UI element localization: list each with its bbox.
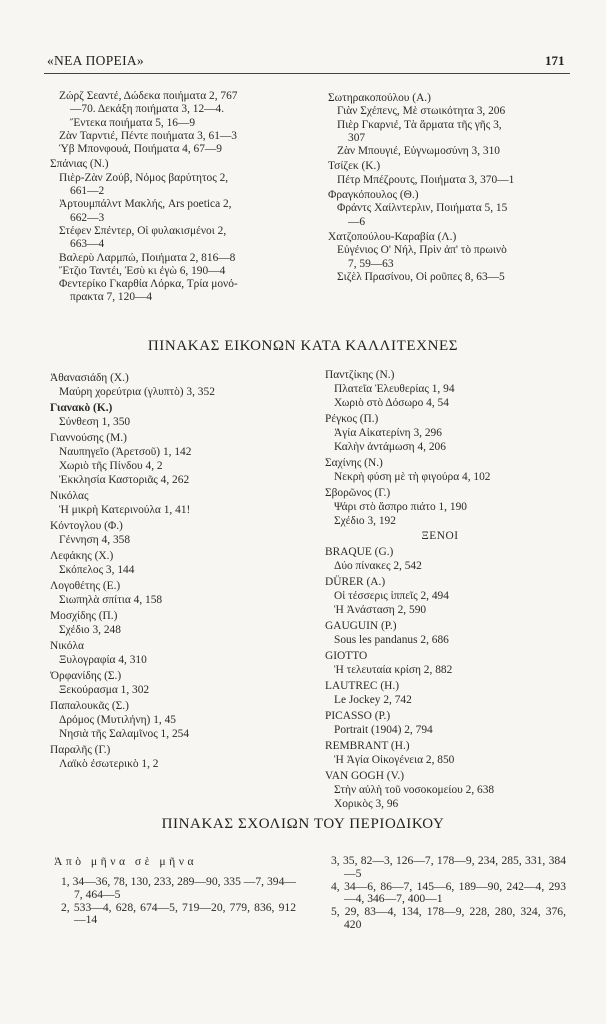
index-entry: Ναυπηγεῖο (Ἀρετσοῦ) 1, 142 — [59, 446, 192, 458]
notes-right-column — [322, 855, 566, 932]
index-entry: Νησιὰ τῆς Σαλαμῖνος 1, 254 — [59, 728, 190, 740]
index-entry: Στέφεν Σπέντερ, Οἱ φυλακισμένοι 2, — [59, 224, 227, 237]
index-heading: Λογοθέτης (Ε.) — [50, 580, 121, 592]
index-continuation-line: Ἔντεκα ποιήματα 5, 16—9 — [70, 116, 196, 129]
index-heading: Νικόλας — [50, 490, 89, 502]
top-right-column — [328, 90, 514, 284]
notes-entry: 1, 34—36, 78, 130, 233, 289—90, 335 —7, 394—7, 464—5 — [61, 875, 296, 901]
index-entry: Ψάρι στὸ ἄσπρο πιάτο 1, 190 — [334, 501, 467, 513]
index-continuation-line: 663—4 — [70, 238, 105, 251]
index-entry: Ἔτζιο Ταντέι, Ἐσὺ κι ἐγὼ 6, 190—4 — [59, 264, 226, 277]
notes-left-column — [52, 855, 296, 927]
index-entry: Le Jockey 2, 742 — [334, 694, 412, 706]
index-entry: Πέτρ Μπέζρουτς, Ποιήματα 3, 370—1 — [337, 173, 515, 186]
index-entry: Ξυλογραφία 4, 310 — [59, 654, 147, 666]
index-entry: Ζὰν Μπουγιέ, Εὐγνωμοσύνη 3, 310 — [337, 145, 501, 158]
index-entry: Σκόπελος 3, 144 — [59, 564, 135, 576]
index-continuation-line: 662—3 — [70, 211, 105, 224]
index-entry: Καλὴν ἀντάμωση 4, 206 — [334, 441, 446, 453]
index-continuation-line: —6 — [348, 215, 366, 228]
index-heading: Λεφάκης (Χ.) — [50, 550, 114, 562]
index-entry: Νεκρὴ φύση μὲ τὴ φιγούρα 4, 102 — [334, 471, 491, 483]
artists-right-column — [325, 366, 555, 811]
index-entry: Χορικὸς 3, 96 — [334, 798, 399, 810]
index-entry: Sous les pandanus 2, 686 — [334, 634, 449, 646]
index-subsection-label: ΞΕΝΟΙ — [421, 530, 459, 542]
index-heading: Ἀθανασιάδη (Χ.) — [50, 372, 129, 384]
notes-entry: 5, 29, 83—4, 134, 178—9, 228, 280, 324, 376, 420 — [331, 905, 566, 931]
index-entry: Σχέδιο 3, 248 — [59, 624, 121, 636]
index-entry: Μαύρη χορεύτρια (γλυπτὸ) 3, 352 — [59, 386, 215, 398]
index-entry: Σχέδιο 3, 192 — [334, 515, 396, 527]
index-heading: Ρέγκος (Π.) — [325, 413, 379, 425]
index-continuation-line: 7, 59—63 — [348, 257, 394, 270]
index-continuation-line: 307 — [348, 131, 366, 144]
index-heading: REMBRANT (H.) — [325, 740, 410, 752]
page-number: 171 — [545, 53, 565, 68]
index-entry: Οἱ τέσσερις ἱππεῖς 2, 494 — [334, 590, 449, 602]
index-heading: GIOTTO — [325, 650, 368, 662]
header-rule — [44, 73, 570, 74]
index-entry: Γέννηση 4, 358 — [59, 534, 131, 546]
index-entry: Σιζὲλ Πρασίνου, Οἱ ροῦπες 8, 63—5 — [337, 270, 505, 283]
index-heading: Σαχίνης (Ν.) — [325, 457, 383, 469]
index-entry: Βαλερὺ Λαρμπώ, Ποιήματα 2, 816—8 — [59, 251, 236, 264]
section-title-notes: ΠΙΝΑΚΑΣ ΣΧΟΛΙΩΝ ΤΟΥ ΠΕΡΙΟΔΙΚΟΥ — [161, 816, 445, 832]
index-heading: Μοσχίδης (Π.) — [50, 610, 118, 622]
running-head: «ΝΕΑ ΠΟΡΕΙΑ» — [47, 53, 144, 68]
index-heading: DÜRER (A.) — [325, 576, 386, 588]
artists-left-column — [50, 369, 215, 771]
index-entry: Φράντς Χαίλντερλιν, Ποιήματα 5, 15 — [337, 202, 508, 215]
index-heading: Σωτηρακοπούλου (Α.) — [328, 92, 431, 104]
index-entry: Ἡ Ἀνάσταση 2, 590 — [334, 604, 427, 616]
index-heading: Γιανακὸ (Κ.) — [50, 402, 113, 414]
index-entry: Εὐγένιος Ο' Νήλ, Πρὶν ἀπ' τὸ πρωινὸ — [337, 244, 507, 257]
index-entry: Δύο πίνακες 2, 542 — [334, 560, 422, 572]
index-entry: Σύνθεση 1, 350 — [59, 416, 131, 428]
index-heading: Νικόλα — [50, 640, 84, 652]
index-entry: Ἡ μικρὴ Κατερινούλα 1, 41! — [59, 504, 191, 516]
index-heading: BRAQUE (G.) — [325, 546, 394, 558]
index-entry: Portrait (1904) 2, 794 — [334, 724, 433, 736]
index-entry: Ἀρτουμπάλντ Μακλής, Ars poetica 2, — [59, 198, 232, 211]
index-entry: Ζώρζ Σεαντέ, Δώδεκα ποιήματα 2, 767 — [59, 90, 238, 102]
index-continuation-line: πρακτα 7, 120—4 — [70, 291, 153, 304]
notes-entry: 2, 533—4, 628, 674—5, 719—20, 779, 836, 912—14 — [61, 900, 296, 927]
index-heading: LAUTREC (H.) — [325, 680, 400, 692]
notes-entry: 4, 34—6, 86—7, 145—6, 189—90, 242—4, 293—4, 346—7, 400—1 — [331, 879, 566, 906]
index-heading: Παραλῆς (Γ.) — [50, 744, 111, 756]
index-entry: Χωριὸ στὸ Δόσωρο 4, 54 — [334, 397, 449, 409]
notes-subheading: Ἀπὸ μῆνα σὲ μῆνα — [54, 855, 198, 868]
index-entry: Ἡ τελευταία κρίση 2, 882 — [334, 664, 453, 676]
index-continuation-line: —70. Δεκάξη ποιήματα 3, 12—4. — [70, 103, 225, 116]
index-heading: Γιαννούσης (Μ.) — [50, 432, 127, 444]
index-entry: Φεντερίκο Γκαρθία Λόρκα, Τρία μονό- — [59, 278, 238, 291]
index-heading: Τσίζεκ (Κ.) — [328, 160, 381, 173]
index-entry: Ζὰν Ταρντιέ, Πέντε ποιήματα 3, 61—3 — [59, 129, 237, 142]
index-entry: Ἐκκλησία Καστοριᾶς 4, 262 — [59, 474, 190, 486]
index-heading: Σπάνιας (Ν.) — [50, 158, 109, 171]
index-entry: Ἁγία Αἰκατερίνη 3, 296 — [334, 427, 442, 439]
index-entry: Πιὲρ-Ζὰν Ζούβ, Νόμος βαρύτητος 2, — [59, 171, 229, 184]
index-entry: Λαϊκὸ ἐσωτερικὸ 1, 2 — [59, 758, 159, 770]
index-entry: Σιωπηλὰ σπίτια 4, 158 — [59, 594, 163, 606]
index-entry: Ὑβ Μπονφουά, Ποιήματα 4, 67—9 — [59, 143, 223, 156]
notes-entry: 3, 35, 82—3, 126—7, 178—9, 234, 285, 331, 384—5 — [331, 854, 566, 880]
index-heading: PICASSO (P.) — [325, 710, 391, 722]
index-continuation-line: 661—2 — [70, 185, 105, 198]
index-heading: Παπαλουκᾶς (Σ.) — [50, 700, 129, 712]
index-heading: Κόντογλου (Φ.) — [50, 520, 123, 532]
section-title-artists: ΠΙΝΑΚΑΣ ΕΙΚΟΝΩΝ ΚΑΤΑ ΚΑΛΛΙΤΕΧΝΕΣ — [147, 338, 459, 354]
index-entry: Γιὰν Σχέπενς, Μὲ στωικότητα 3, 206 — [337, 105, 506, 118]
index-entry: Πλατεῖα Ἐλευθερίας 1, 94 — [334, 383, 455, 395]
index-heading: Παντζίκης (Ν.) — [325, 369, 395, 381]
index-entry: Στὴν αὐλὴ τοῦ νοσοκομείου 2, 638 — [334, 784, 495, 796]
index-heading: GAUGUIN (P.) — [325, 620, 397, 632]
top-left-column — [50, 90, 238, 305]
index-heading: Χατζοπούλου-Καραβία (Λ.) — [328, 230, 457, 243]
index-entry: Πιὲρ Γκαρνιέ, Τὰ ἅρματα τῆς γῆς 3, — [337, 118, 502, 131]
index-entry: Χωριὸ τῆς Πίνδου 4, 2 — [59, 460, 163, 472]
index-entry: Ξεκούρασμα 1, 302 — [59, 684, 150, 696]
index-entry: Δρόμος (Μυτιλήνη) 1, 45 — [59, 714, 176, 726]
index-heading: VAN GOGH (V.) — [325, 770, 404, 782]
index-entry: Ἡ Ἁγία Οἰκογένεια 2, 850 — [334, 754, 455, 766]
index-heading: Σβορῶνος (Γ.) — [325, 487, 391, 499]
index-heading: Ὀρφανίδης (Σ.) — [50, 670, 122, 682]
index-heading: Φραγκόπουλος (Θ.) — [328, 189, 419, 202]
